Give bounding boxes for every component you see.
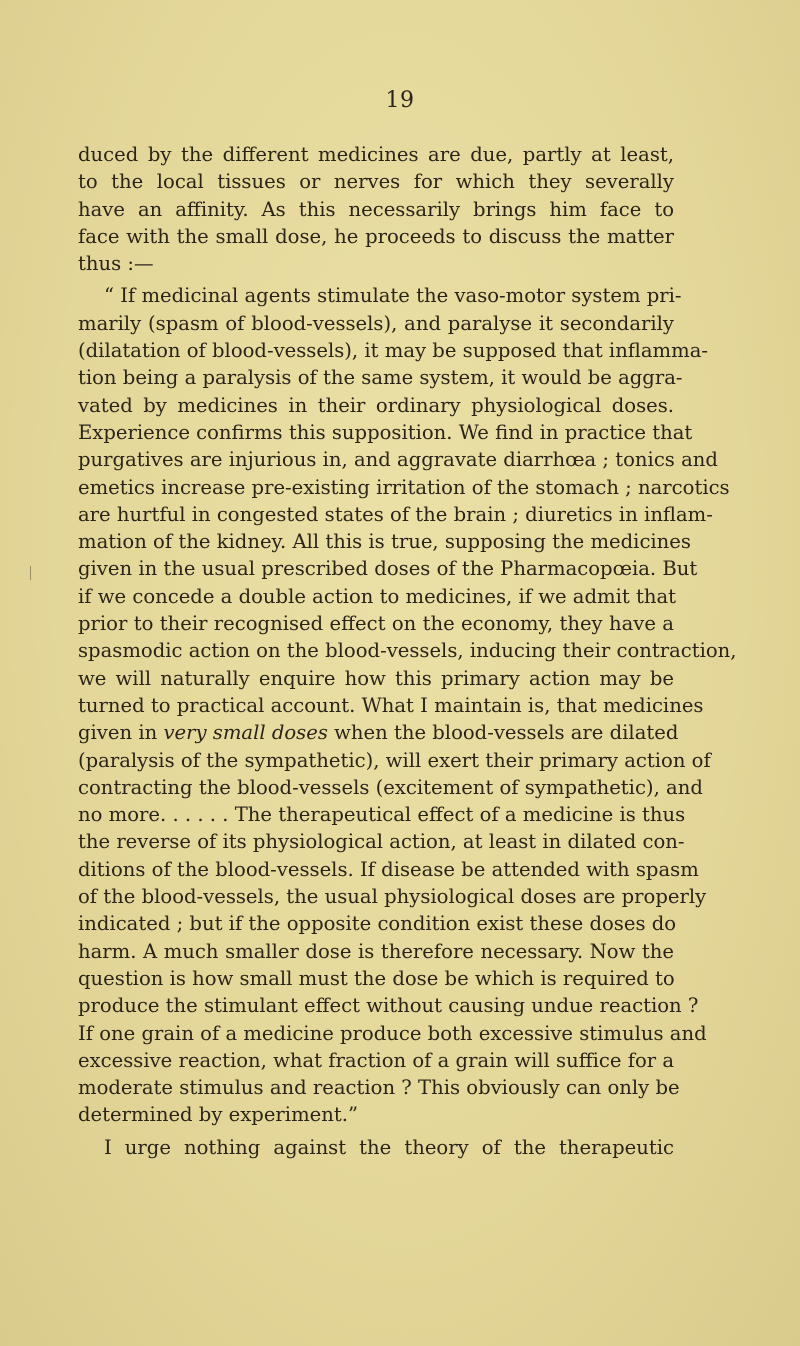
text-line-with-emphasis [78,719,679,746]
text-line: (dilatation of blood-vessels), it may be supposed that inflamma- [78,339,709,363]
text-line: duced by the different medicines are due, partly at least, [78,143,674,166]
text-line: (paralysis of the sympathetic), will exert their primary action of [78,748,711,772]
text-line: tion being a paralysis of the same system, it would be aggra- [78,366,683,390]
text-line: harm. A much smaller dose is therefore necessary. Now the [78,939,674,963]
text-line: question is how small must the dose be which is required to [78,966,675,990]
text-line: produce the stimulant effect without causing undue reaction ? [78,994,699,1018]
text-line: if we concede a double action to medicines, if we admit that [78,584,677,608]
text-line: turned to practical account. What I maintain is, that medicines [78,693,704,717]
text-line: emetics increase pre-existing irritation of the stomach ; narcotics [78,475,730,499]
page-number: 19 [385,88,415,113]
paragraph-quotation [78,282,737,1128]
text-line: contracting the blood-vessels (excitement of sympathetic), and [78,775,703,799]
text-line: indicated ; but if the opposite condition exist these doses do [78,912,677,936]
text-line: excessive reaction, what fraction of a grain will suffice for a [78,1048,675,1072]
text-line: we will naturally enquire how this primary action may be [78,666,674,690]
text-line: to the local tissues or nerves for which they severally [78,170,674,194]
text-line: ditions of the blood-vessels. If disease be attended with spasm [78,857,699,881]
margin-mark [30,566,31,580]
text-line: mation of the kidney. All this is true, supposing the medicines [78,530,691,554]
text-line: given in the usual prescribed doses of the Pharmacopœia. But [78,557,698,581]
text-line: If one grain of a medicine produce both excessive stimulus and [78,1021,707,1045]
emphasis-very-small-doses: very small doses [163,721,328,745]
text-line: thus :— [78,252,154,276]
text-line: of the blood-vessels, the usual physiological doses are properly [78,885,707,909]
text-line: “ If medicinal agents stimulate the vaso-motor system pri- [104,284,682,308]
text-span: given in [78,721,164,745]
text-line: Experience confirms this supposition. We find in practice that [78,420,693,444]
text-line: prior to their recognised effect on the economy, they have a [78,612,674,636]
text-line: the reverse of its physiological action, at least in dilated con- [78,830,685,854]
text-line: moderate stimulus and reaction ? This obviously can only be [78,1076,680,1100]
text-line: spasmodic action on the blood-vessels, inducing their contraction, [78,639,737,663]
paragraph-closing [78,1134,674,1161]
text-line: marily (spasm of blood-vessels), and paralyse it secondarily [78,311,674,335]
text-line: I urge nothing against the theory of the therapeutic [104,1135,674,1159]
text-line: have an affinity. As this necessarily brings him face to [78,197,674,221]
body-text [78,141,737,1161]
paragraph-intro [78,141,674,277]
text-line: face with the small dose, he proceeds to discuss the matter [78,224,674,248]
text-line: vated by medicines in their ordinary physiological doses. [78,393,674,417]
text-span: when the blood-vessels are dilated [327,721,679,745]
text-line: no more. . . . . . The therapeutical effect of a medicine is thus [78,803,686,827]
text-line: are hurtful in congested states of the brain ; diuretics in inflam- [78,502,713,526]
text-line: purgatives are injurious in, and aggravate diarrhœa ; tonics and [78,448,718,472]
text-line: determined by experiment.” [78,1103,358,1127]
